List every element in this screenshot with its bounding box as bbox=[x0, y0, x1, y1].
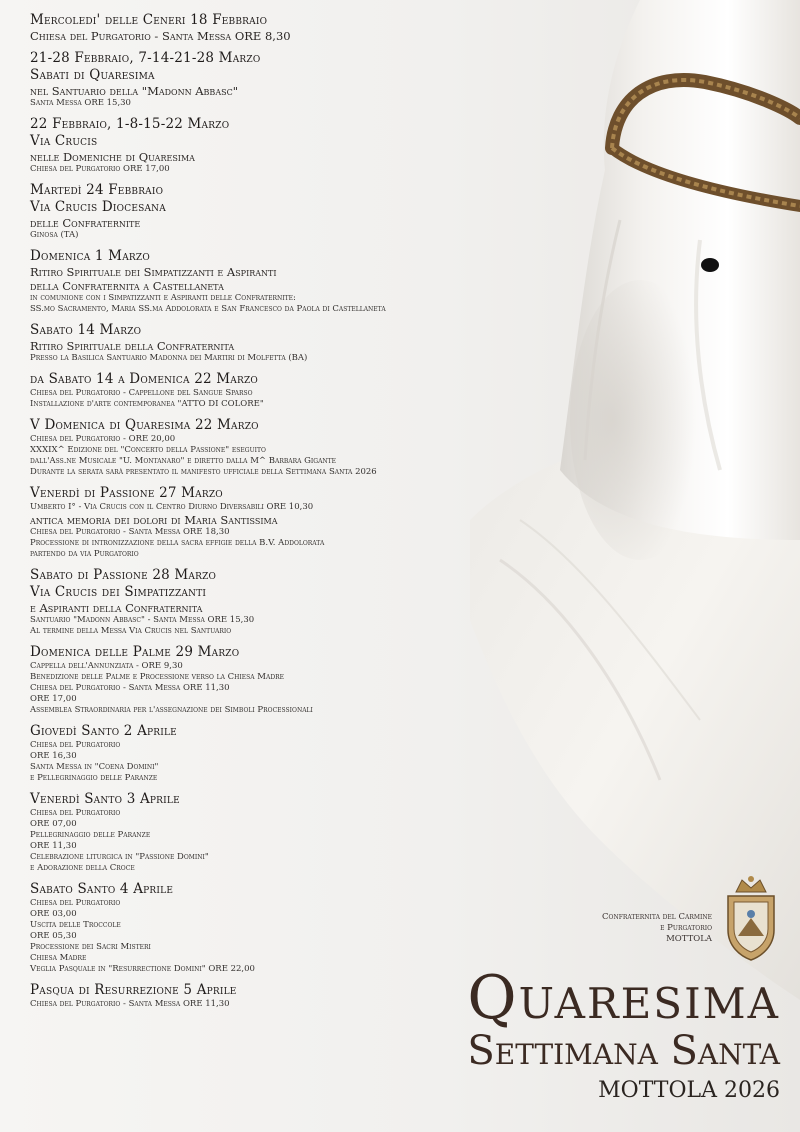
event-detail: Ritiro Spirituale della Confraternita bbox=[30, 339, 235, 353]
event-item bbox=[30, 182, 460, 241]
event-detail: XXXIX^ Edizione del "Concerto della Passione" eseguito bbox=[30, 445, 266, 455]
event-detail: e Adorazione della Croce bbox=[30, 863, 135, 873]
event-detail: Celebrazione liturgica in "Passione Domini" bbox=[30, 852, 209, 862]
event-title: Domenica 1 Marzo bbox=[30, 248, 150, 264]
event-detail: Chiesa del Purgatorio - Santa Messa ORE 8,30 bbox=[30, 29, 291, 43]
event-detail: Durante la serata sarà presentato il manifesto ufficiale della Settimana Santa 2026 bbox=[30, 467, 377, 477]
event-list bbox=[30, 12, 460, 1017]
event-item bbox=[30, 881, 460, 975]
event-detail: antica memoria dei dolori di Maria Santissima bbox=[30, 513, 278, 527]
event-detail: Installazione d'arte contemporanea "ATTO DI COLORE" bbox=[30, 399, 264, 409]
event-detail: Via Crucis dei Simpatizzanti bbox=[30, 584, 207, 600]
event-detail: Chiesa del Purgatorio - Santa Messa ORE 18,30 bbox=[30, 527, 230, 537]
event-detail: nelle Domeniche di Quaresima bbox=[30, 150, 195, 164]
event-item bbox=[30, 322, 460, 364]
event-detail: Via Crucis Diocesana bbox=[30, 199, 166, 215]
subtitle: Settimana Santa bbox=[467, 1028, 780, 1074]
event-item bbox=[30, 371, 460, 410]
event-detail: in comunione con i Simpatizzanti e Aspiranti delle Confraternite: bbox=[30, 293, 296, 303]
event-detail: ORE 16,30 bbox=[30, 751, 77, 761]
event-detail: Chiesa del Purgatorio - Santa Messa ORE 11,30 bbox=[30, 999, 230, 1009]
event-detail: ORE 07,00 bbox=[30, 819, 77, 829]
event-title: Martedì 24 Febbraio bbox=[30, 182, 164, 198]
event-detail: Pellegrinaggio delle Paranze bbox=[30, 830, 151, 840]
event-detail: delle Confraternite bbox=[30, 216, 141, 230]
event-detail: Uscita delle Troccole bbox=[30, 920, 121, 930]
event-detail: Chiesa del Purgatorio - Santa Messa ORE 11,30 bbox=[30, 683, 230, 693]
event-detail: Chiesa del Purgatorio bbox=[30, 898, 121, 908]
main-title: Quaresima bbox=[467, 963, 780, 1033]
event-detail: Santa Messa in "Coena Domini" bbox=[30, 762, 159, 772]
event-detail: Chiesa del Purgatorio ORE 17,00 bbox=[30, 164, 170, 174]
event-detail: ORE 11,30 bbox=[30, 841, 77, 851]
event-detail: Presso la Basilica Santuario Madonna dei Martiri di Molfetta (BA) bbox=[30, 353, 308, 363]
event-detail: SS.mo Sacramento, Maria SS.ma Addolorata e San Francesco da Paola di Castellaneta bbox=[30, 304, 386, 314]
event-detail: Chiesa del Purgatorio - ORE 20,00 bbox=[30, 434, 176, 444]
event-title: Venerdì Santo 3 Aprile bbox=[30, 791, 180, 807]
event-item bbox=[30, 485, 460, 560]
event-item bbox=[30, 50, 460, 109]
event-title: Pasqua di Resurrezione 5 Aprile bbox=[30, 982, 237, 998]
event-title: Sabato di Passione 28 Marzo bbox=[30, 567, 217, 583]
event-detail: ORE 03,00 bbox=[30, 909, 77, 919]
place-year: MOTTOLA 2026 bbox=[598, 1078, 780, 1103]
event-item bbox=[30, 248, 460, 315]
event-detail: Benedizione delle Palme e Processione verso la Chiesa Madre bbox=[30, 672, 285, 682]
event-detail: Chiesa del Purgatorio - Cappellone del Sangue Sparso bbox=[30, 388, 253, 398]
event-detail: Processione di intronizzazione della sacra effigie della B.V. Addolorata bbox=[30, 538, 325, 548]
event-detail: Processione dei Sacri Misteri bbox=[30, 942, 151, 952]
event-title: da Sabato 14 a Domenica 22 Marzo bbox=[30, 371, 259, 387]
event-title: Giovedì Santo 2 Aprile bbox=[30, 723, 177, 739]
crest-icon bbox=[718, 874, 784, 964]
event-item bbox=[30, 723, 460, 784]
event-item bbox=[30, 417, 460, 478]
event-item bbox=[30, 982, 460, 1010]
event-item bbox=[30, 644, 460, 716]
event-item bbox=[30, 567, 460, 637]
event-detail: Santa Messa ORE 15,30 bbox=[30, 98, 131, 108]
event-title: Sabato 14 Marzo bbox=[30, 322, 142, 338]
event-detail: dall'Ass.ne Musicale "U. Montanaro" e diretto dalla M^ Barbara Gigante bbox=[30, 456, 337, 466]
eye-hole bbox=[701, 258, 719, 272]
logo-text bbox=[602, 912, 712, 945]
event-detail: e Pellegrinaggio delle Paranze bbox=[30, 773, 158, 783]
logo-line-3: MOTTOLA bbox=[666, 934, 712, 944]
event-detail: Chiesa del Purgatorio bbox=[30, 808, 121, 818]
event-title: V Domenica di Quaresima 22 Marzo bbox=[30, 417, 259, 433]
event-detail: ORE 05,30 bbox=[30, 931, 77, 941]
event-detail: Ritiro Spirituale dei Simpatizzanti e Aspiranti bbox=[30, 265, 277, 279]
event-detail: Umberto I° - Via Crucis con il Centro Diurno Diversabili ORE 10,30 bbox=[30, 502, 314, 512]
event-detail: Sabati di Quaresima bbox=[30, 67, 155, 83]
confraternity-logo bbox=[592, 874, 792, 964]
event-title: 21-28 Febbraio, 7-14-21-28 Marzo bbox=[30, 50, 261, 66]
event-detail: partendo da via Purgatorio bbox=[30, 549, 139, 559]
event-detail: Assemblea Straordinaria per l'assegnazione dei Simboli Processionali bbox=[30, 705, 313, 715]
event-item bbox=[30, 116, 460, 175]
event-detail: della Confraternita a Castellaneta bbox=[30, 279, 224, 293]
event-detail: nel Santuario della "Madonn Abbasc" bbox=[30, 84, 238, 98]
logo-line-1: Confraternita del Carmine bbox=[602, 912, 712, 922]
event-detail: Cappella dell'Annunziata - ORE 9,30 bbox=[30, 661, 183, 671]
event-title: Domenica delle Palme 29 Marzo bbox=[30, 644, 240, 660]
logo-line-2: e Purgatorio bbox=[660, 923, 712, 933]
event-detail: Via Crucis bbox=[30, 133, 98, 149]
event-item bbox=[30, 791, 460, 874]
event-detail: e Aspiranti della Confraternita bbox=[30, 601, 203, 615]
event-item bbox=[30, 12, 460, 43]
event-detail: ORE 17,00 bbox=[30, 694, 77, 704]
event-title: Venerdì di Passione 27 Marzo bbox=[30, 485, 223, 501]
event-detail: Al termine della Messa Via Crucis nel Santuario bbox=[30, 626, 232, 636]
event-detail: Chiesa del Purgatorio bbox=[30, 740, 121, 750]
event-detail: Chiesa Madre bbox=[30, 953, 87, 963]
event-detail: Santuario "Madonn Abbasc" - Santa Messa ORE 15,30 bbox=[30, 615, 255, 625]
event-title: Sabato Santo 4 Aprile bbox=[30, 881, 174, 897]
event-detail: Ginosa (TA) bbox=[30, 230, 79, 240]
event-title: Mercoledi' delle Ceneri 18 Febbraio bbox=[30, 12, 268, 28]
event-title: 22 Febbraio, 1-8-15-22 Marzo bbox=[30, 116, 230, 132]
event-detail: Veglia Pasquale in "Resurrectione Domini" ORE 22,00 bbox=[30, 964, 255, 974]
